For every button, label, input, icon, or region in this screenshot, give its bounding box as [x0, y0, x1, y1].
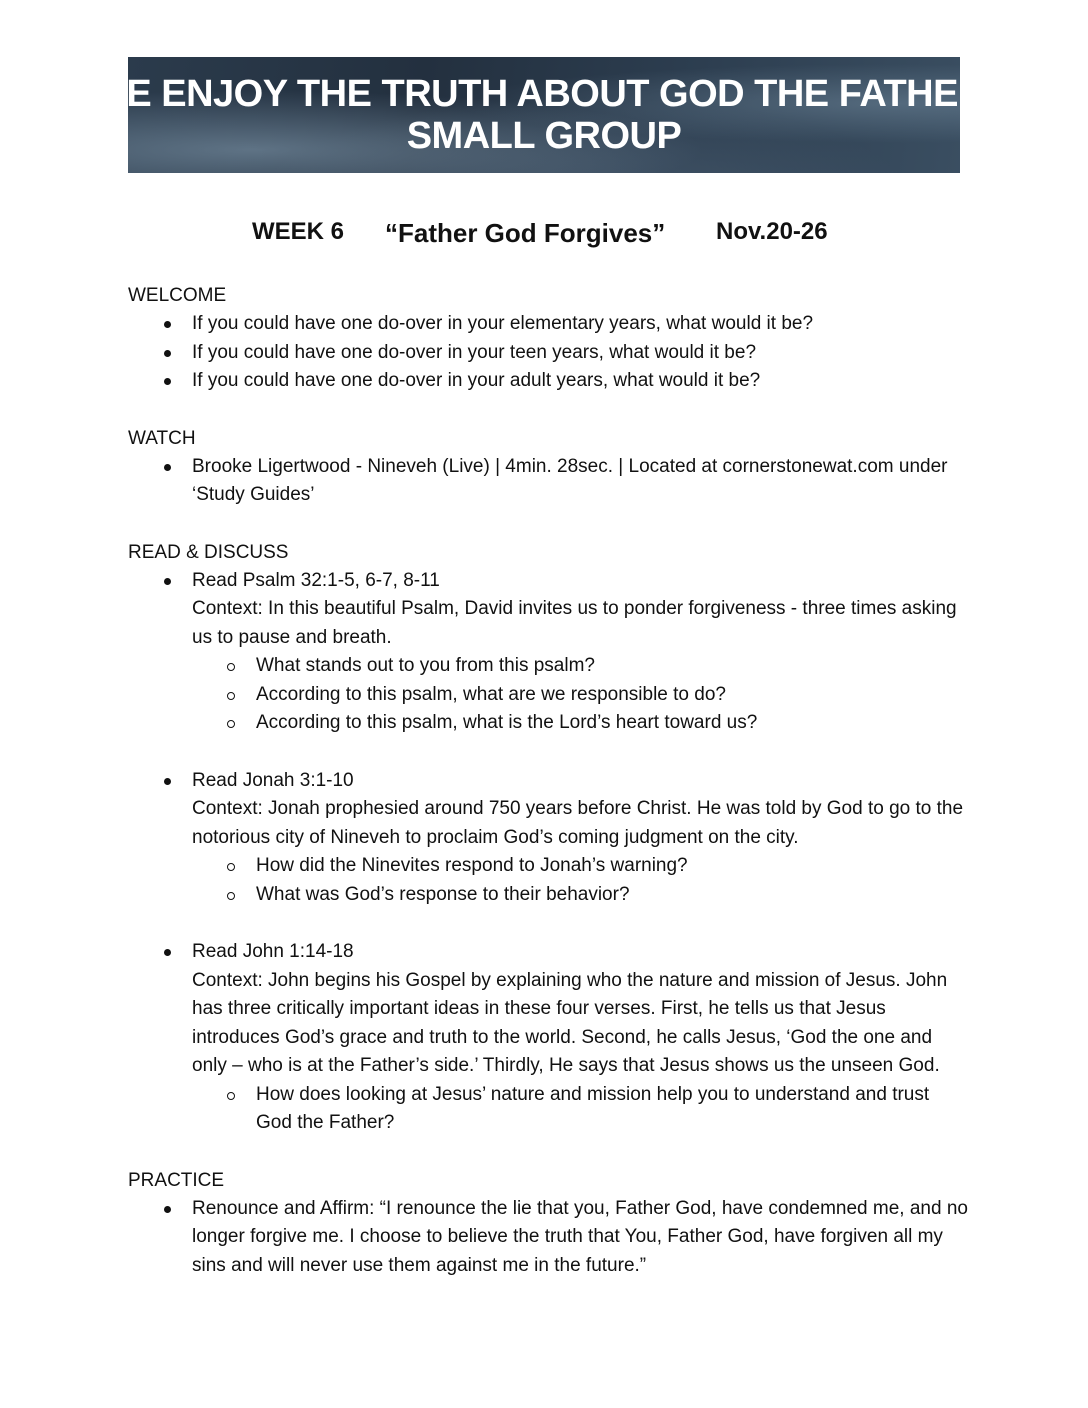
question-list — [192, 652, 968, 738]
read-list — [128, 938, 968, 1138]
question-item: What was God’s response to their behavior? — [192, 881, 968, 910]
banner-subtitle: SMALL GROUP — [406, 115, 682, 157]
week-number: WEEK 6 — [252, 218, 345, 245]
study-guide-content — [128, 282, 968, 1280]
title-banner — [90, 57, 998, 173]
passage-reference: Read Jonah 3:1-10 — [192, 769, 354, 791]
list-item: Brooke Ligertwood - Nineveh (Live) | 4min. 28sec. | Located at cornerstonewat.com under ‘Study Guides’ — [128, 453, 968, 510]
list-item: If you could have one do-over in your elementary years, what would it be? — [128, 310, 968, 339]
passage-context: Context: John begins his Gospel by explaining who the nature and mission of Jesus. John has three critically important ideas in these four verses. First, he tells us that Jesus introduces God’s grace and truth to the world. Second, he calls Jesus, ‘God the one and only – who is at the Father’s side.’ Thirdly, He says that Jesus shows us the unseen God. — [192, 969, 948, 1076]
passage-context: Context: Jonah prophesied around 750 years before Christ. He was told by God to go to the notorious city of Nineveh to proclaim God’s coming judgment on the city. — [192, 798, 964, 848]
read-list — [128, 767, 968, 910]
question-item: According to this psalm, what are we responsible to do? — [192, 681, 968, 710]
question-list — [192, 1081, 968, 1138]
week-dates: Nov.20-26 — [716, 218, 828, 245]
list-item: Renounce and Affirm: “I renounce the lie that you, Father God, have condemned me, and no longer forgive me. I choose to believe the truth that You, Father God, have forgiven all my sins and will never use them against me in the future.” — [128, 1195, 968, 1281]
passage-reference: Read Psalm 32:1-5, 6-7, 8-11 — [192, 569, 440, 591]
read-list — [128, 567, 968, 738]
passage-item — [128, 567, 968, 738]
week-header — [0, 218, 1088, 254]
section-title-read-discuss: READ & DISCUSS — [128, 541, 289, 563]
passage-reference: Read John 1:14-18 — [192, 941, 354, 962]
question-list — [192, 852, 968, 909]
welcome-list — [128, 310, 968, 396]
question-item: What stands out to you from this psalm? — [192, 652, 968, 681]
passage-item — [128, 938, 968, 1138]
passage-context: Context: In this beautiful Psalm, David invites us to ponder forgiveness - three times asking us to pause and breath. — [192, 598, 957, 648]
question-item: How does looking at Jesus’ nature and mission help you to understand and trust God the Father? — [192, 1081, 968, 1138]
practice-list — [128, 1195, 968, 1281]
section-title-practice: PRACTICE — [128, 1169, 225, 1191]
section-title-welcome: WELCOME — [128, 285, 227, 306]
watch-list — [128, 453, 968, 510]
question-item: How did the Ninevites respond to Jonah’s warning? — [192, 852, 968, 881]
list-item: If you could have one do-over in your adult years, what would it be? — [128, 367, 968, 396]
passage-item — [128, 767, 968, 910]
week-title: “Father God Forgives” — [385, 218, 666, 248]
list-item: If you could have one do-over in your teen years, what would it be? — [128, 339, 968, 368]
question-item: According to this psalm, what is the Lord’s heart toward us? — [192, 709, 968, 738]
banner-title: WE ENJOY THE TRUTH ABOUT GOD THE FATHER! — [90, 73, 998, 115]
section-title-watch: WATCH — [128, 427, 196, 449]
